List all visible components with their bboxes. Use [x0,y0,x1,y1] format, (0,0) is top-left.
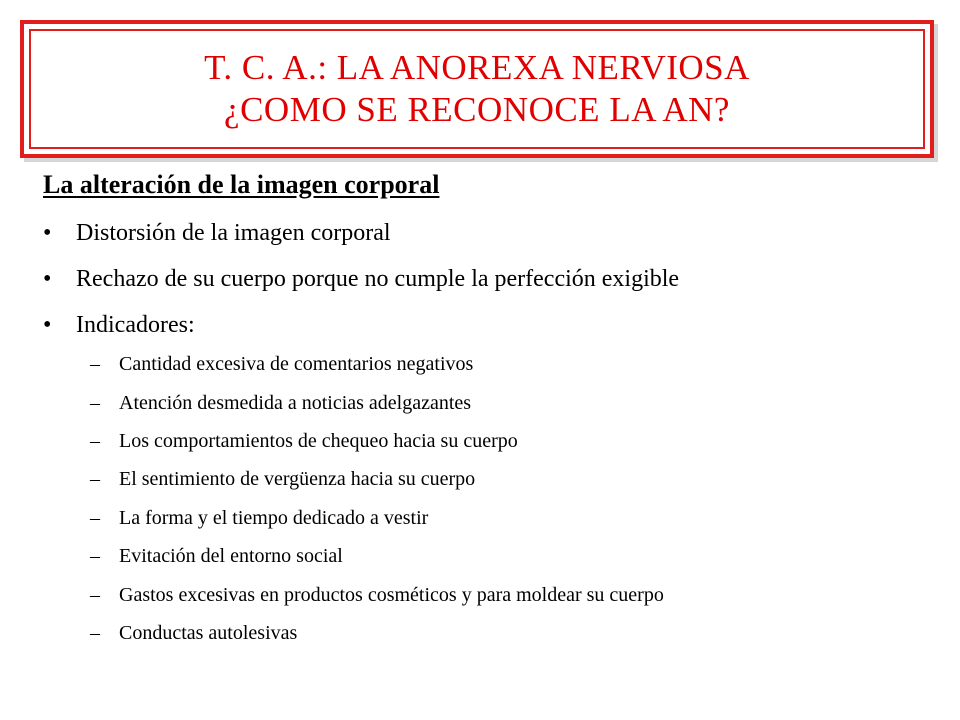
title-inner-frame [29,29,925,149]
indicator-item [90,429,518,453]
indicator-text: Los comportamientos de chequeo hacia su cuerpo [119,430,518,452]
dash-marker: – [90,622,100,644]
section-heading: La alteración de la imagen corporal [43,170,440,199]
bullet-marker: • [43,220,52,246]
bullet-text: Indicadores: [76,312,195,338]
indicator-text: Gastos excesivas en productos cosméticos y para moldear su cuerpo [119,584,664,606]
indicator-item [90,391,471,415]
bullet-item [43,310,195,340]
bullet-text: Distorsión de la imagen corporal [76,220,391,246]
dash-marker: – [90,584,100,606]
indicator-item [90,621,297,645]
bullet-item [43,264,679,294]
indicator-text: El sentimiento de vergüenza hacia su cuerpo [119,468,476,490]
indicator-text: La forma y el tiempo dedicado a vestir [119,507,429,529]
indicator-item [90,467,475,491]
title-line-2: ¿COMO SE RECONOCE LA AN? [224,90,730,129]
bullet-marker: • [43,266,52,292]
title-box [21,21,933,157]
title-line-1: T. C. A.: LA ANOREXA NERVIOSA [204,48,750,87]
bullet-item [43,218,391,248]
indicator-item [90,544,343,568]
dash-marker: – [90,545,100,567]
dash-marker: – [90,353,100,375]
indicator-text: Conductas autolesivas [119,622,298,644]
dash-marker: – [90,392,100,414]
dash-marker: – [90,430,100,452]
indicator-item [90,583,664,607]
bullet-marker: • [43,312,52,338]
dash-marker: – [90,468,100,490]
indicator-text: Cantidad excesiva de comentarios negativos [119,353,474,375]
indicator-text: Atención desmedida a noticias adelgazantes [119,392,472,414]
bullet-text: Rechazo de su cuerpo porque no cumple la perfección exigible [76,266,680,292]
indicator-item [90,352,473,376]
indicator-item [90,506,428,530]
dash-marker: – [90,507,100,529]
indicator-text: Evitación del entorno social [119,545,343,567]
